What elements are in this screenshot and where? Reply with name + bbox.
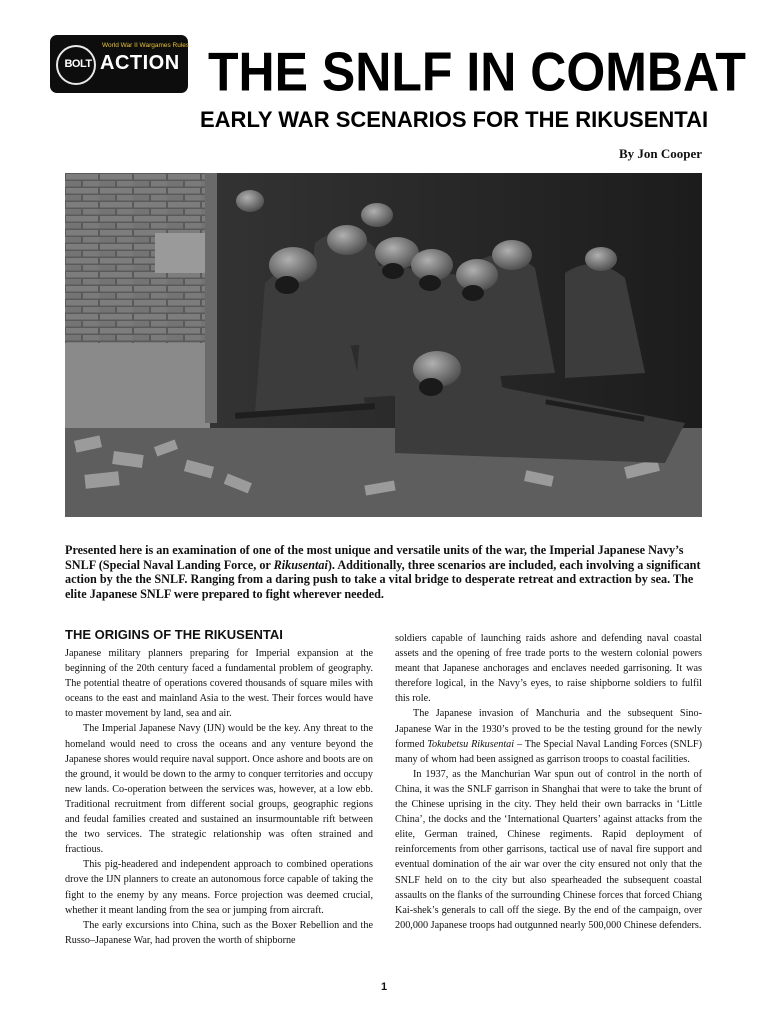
logo-tagline: World War II Wargames Rules (102, 42, 190, 49)
body-text: – The Special Naval Landing Forces (SNLF) many of whom had been assigned as garrison troops to coastal facilities. (395, 738, 702, 765)
left-column (65, 646, 373, 948)
article-title: THE SNLF IN COMBAT (208, 41, 746, 103)
bolt-action-logo (50, 35, 188, 93)
body-paragraph: soldiers capable of launching raids ashore and defending naval coastal assets and the opening of free trade ports to the western colonial powers meant that Japanese anchorages and enclaves needed garrisoning. It was therefore logical, in the Navy’s eyes, to raise shipborne soldiers to fulfil this role. (395, 633, 702, 705)
intro-text: Presented here is an examination of one of the most unique and versatile units of the war, the Imperial Japanese Navy’s SNLF (Special Naval Landing Force, or (65, 543, 684, 572)
logo-brand-right: ACTION (100, 52, 180, 74)
intro-text: ). Additionally, three scenarios are included, each involving a significant action by the the SNLF. Ranging from a daring push to take a vital bridge to desperate retreat and extraction by sea. The elite Japanese SNLF were prepared to fight wherever needed. (65, 557, 701, 601)
page-number: 1 (380, 981, 388, 993)
logo-brand-left: BOLT (64, 58, 92, 70)
soldiers-photo-illustration (65, 173, 702, 517)
author-byline: By Jon Cooper (618, 146, 702, 161)
intro-italic-term: Rikusentai (273, 557, 328, 572)
intro-paragraph (65, 543, 702, 601)
right-column (395, 631, 702, 933)
archival-photo (65, 173, 702, 517)
body-paragraph: Japanese military planners preparing for Imperial expansion at the beginning of the 20th century faced a fundamental problem of geography. The potential theatre of operations covered thousands of square miles with oceans to the east and mainland Asia to the west. Their forces would have to master movement by land, sea and air. (65, 648, 373, 720)
body-paragraph (395, 706, 702, 766)
body-paragraph: This pig-headered and independent approach to combined operations drove the IJN planners to create an autonomous force capable of taking the fight to the enemy by any means. Force projection was deemed crucial, whether it meant landing from the sea or jumping from aircraft. (65, 859, 373, 916)
body-paragraph: In 1937, as the Manchurian War spun out of control in the north of China, it was the SNLF garrison in Shanghai that were to take the brunt of the Chinese uprising in the city. They held their own barracks in ‘Little China’, the docks and the ‘International Quarters’ against attacks from the elite, German trained, Chinese regiments. Rapid deployment of reinforcements from other garrisons, tactical use of naval fire support and eventual domination of the air war over the city ensured not only that the SNLF held on to the city but also spearheaded the subsequent coastal assaults on the flanks of the surrounding Chinese forces that forced Chiang Kai-shek’s generals to call off the siege. By the end of the campaign, over 200,000 Japanese troops had outgunned nearly 500,000 Chinese defenders. (395, 768, 702, 931)
crosshair-icon (56, 45, 96, 85)
section-heading: THE ORIGINS OF THE RIKUSENTAI (65, 627, 283, 642)
article-subtitle: EARLY WAR SCENARIOS FOR THE RIKUSENTAI (200, 107, 709, 132)
body-paragraph: The Imperial Japanese Navy (IJN) would be the key. Any threat to the homeland would need to cross the oceans and any venture beyond the Japanese shores would require naval support. Once ashore and boots are on the ground, it would be down to the army to conquer territories and occupy new lands. Co-operation between the services was, however, at a low ebb. Traditional recruitment from different social groups, geographic regions and feudal families created and sustained an insurmountable rift between the two services. The strategic relationship was often strained and fractious. (65, 723, 373, 856)
body-paragraph: The early excursions into China, such as the Boxer Rebellion and the Russo–Japanese War, had proven the worth of shipborne (65, 919, 373, 946)
body-italic-term: Tokubetsu Rikusentai (427, 738, 515, 750)
body-text: The Japanese invasion of Manchuria and the subsequent Sino-Japanese War in the 1930’s proved to be the testing ground for the newly formed (395, 708, 702, 750)
